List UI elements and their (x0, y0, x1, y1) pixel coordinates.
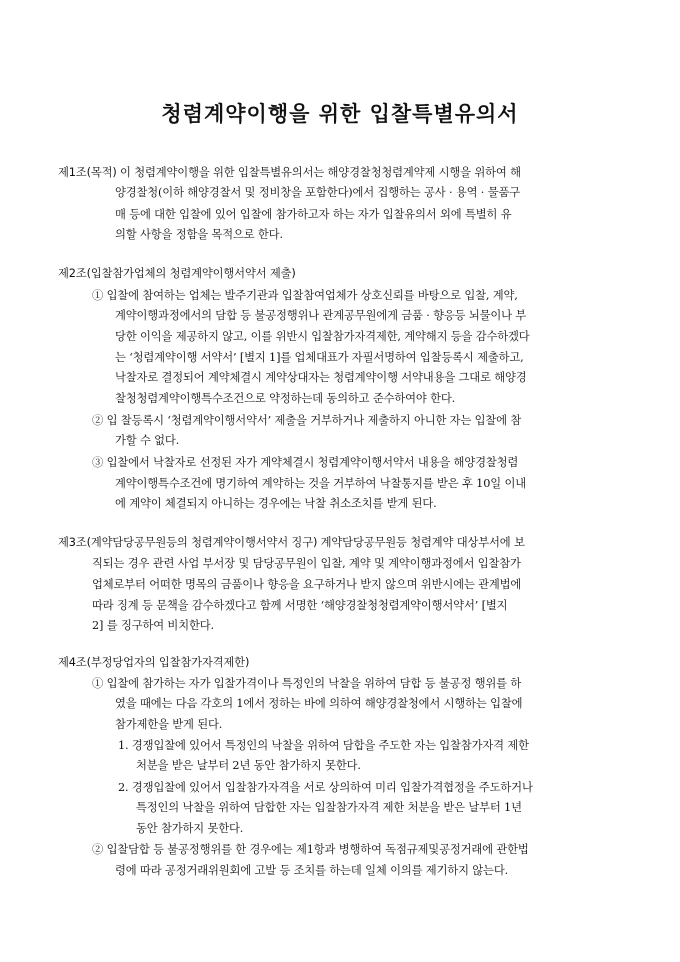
body-line: 2] 를 징구하여 비치한다. (92, 619, 214, 632)
body-line: 직되는 경우 관련 사업 부서장 및 담당공무원이 입찰, 계약 및 계약이행과정에서 입찰참가 (92, 557, 521, 570)
article-1-heading: 제1조(목적) 이 청렴계약이행을 위한 입찰특별유의서는 해양경찰청청렴계약제 시행을 위하여 해 (58, 166, 521, 179)
body-line: 찰청청렴계약이행특수조건으로 약정하는데 동의하고 준수하여야 한다. (115, 392, 456, 405)
document-title: 청렴계약이행을 위한 입찰특별유의서 (161, 102, 519, 126)
body-line: 양경찰청(이하 해양경찰서 및 정비창을 포함한다)에서 집행하는 공사 · 용역 · 물품구 (115, 186, 520, 199)
body-line: 계약이행과정에서의 담합 등 불공정행위나 관계공무원에게 금품 · 향응등 뇌물이나 부 (115, 309, 527, 322)
body-line: 특정인의 낙찰을 위하여 담합한 자는 입찰참가자격 제한 처분을 받은 날부터 1년 (136, 801, 522, 814)
body-line: 동안 참가하지 못한다. (136, 822, 244, 835)
body-line: 는 ‘청렴계약이행 서약서’ [별지 1]를 업체대표가 자필서명하여 입찰등록시 제출하고, (115, 351, 524, 364)
body-line: 가할 수 없다. (115, 434, 180, 447)
body-line: 였을 때에는 다음 각호의 1에서 정하는 바에 의하여 해양경찰청에서 시행하는 입찰에 (115, 697, 523, 710)
body-line: ② 입찰담합 등 불공정행위를 한 경우에는 제1항과 병행하여 독점규제및공정거래에 관한법 (92, 843, 529, 856)
body-line: ② 입 찰등록시 ‘청렴계약이행서약서’ 제출을 거부하거나 제출하지 아니한 자는 입찰에 참 (92, 414, 522, 427)
body-line: ① 입찰에 참여하는 업체는 발주기관과 입찰참여업체가 상호신뢰를 바탕으로 입찰, 계약, (92, 289, 518, 302)
body-line: 따라 징계 등 문책을 감수하겠다고 함께 서명한 ‘해양경찰청청렴계약이행서약서’ [별지 (92, 599, 508, 612)
body-line: 당한 이익을 제공하지 않고, 이를 위반시 입찰참가자격제한, 계약해지 등을 감수하겠다 (115, 330, 530, 343)
body-line: 1. 경쟁입찰에 있어서 특정인의 낙찰을 위하여 담합을 주도한 자는 입찰참가자격 제한 (118, 739, 529, 752)
body-line: 처분을 받은 날부터 2년 동안 참가하지 못한다. (136, 759, 361, 772)
body-line: 낙찰자로 결정되어 계약체결시 계약상대자는 청렴계약이행 서약내용을 그대로 해양경 (115, 371, 527, 384)
body-line: 참가제한을 받게 된다. (115, 718, 223, 731)
body-line: 업체로부터 어떠한 명목의 금품이나 향응을 요구하거나 받지 않으며 위반시에는 관계법에 (92, 578, 522, 591)
body-line: ③ 입찰에서 낙찰자로 선정된 자가 계약체결시 청렴계약이행서약서 내용을 해양경찰청렴 (92, 456, 519, 469)
body-line: ① 입찰에 참가하는 자가 입찰가격이나 특정인의 낙찰을 위하여 담합 등 불공정 행위를 하 (92, 677, 522, 690)
body-line: 의할 사항을 정함을 목적으로 한다. (115, 228, 283, 241)
body-line: 매 등에 대한 입찰에 있어 입찰에 참가하고자 하는 자가 입찰유의서 외에 특별히 유 (115, 208, 512, 221)
article-3-heading: 제3조(계약담당공무원등의 청렴계약이행서약서 징구) 계약담당공무원등 청렴계약 대상부서에 보 (58, 536, 525, 549)
body-line: 2. 경쟁입찰에 있어서 입찰참가자격을 서로 상의하여 미리 입찰가격협정을 주도하거나 (118, 781, 533, 794)
body-line: 계약이행특수조건에 명기하여 계약하는 것을 거부하여 낙찰통지를 받은 후 10일 이내 (115, 477, 526, 490)
body-line: 령에 따라 공정거래위원회에 고발 등 조치를 하는데 일체 이의를 제기하지 않는다. (115, 864, 509, 877)
article-2-heading: 제2조(입찰참가업체의 청렴계약이행서약서 제출) (58, 267, 296, 280)
article-4-heading: 제4조(부정당업자의 입찰참가자격제한) (58, 656, 250, 669)
body-line: 에 계약이 체결되지 아니하는 경우에는 낙찰 취소조치를 받게 된다. (115, 497, 437, 510)
